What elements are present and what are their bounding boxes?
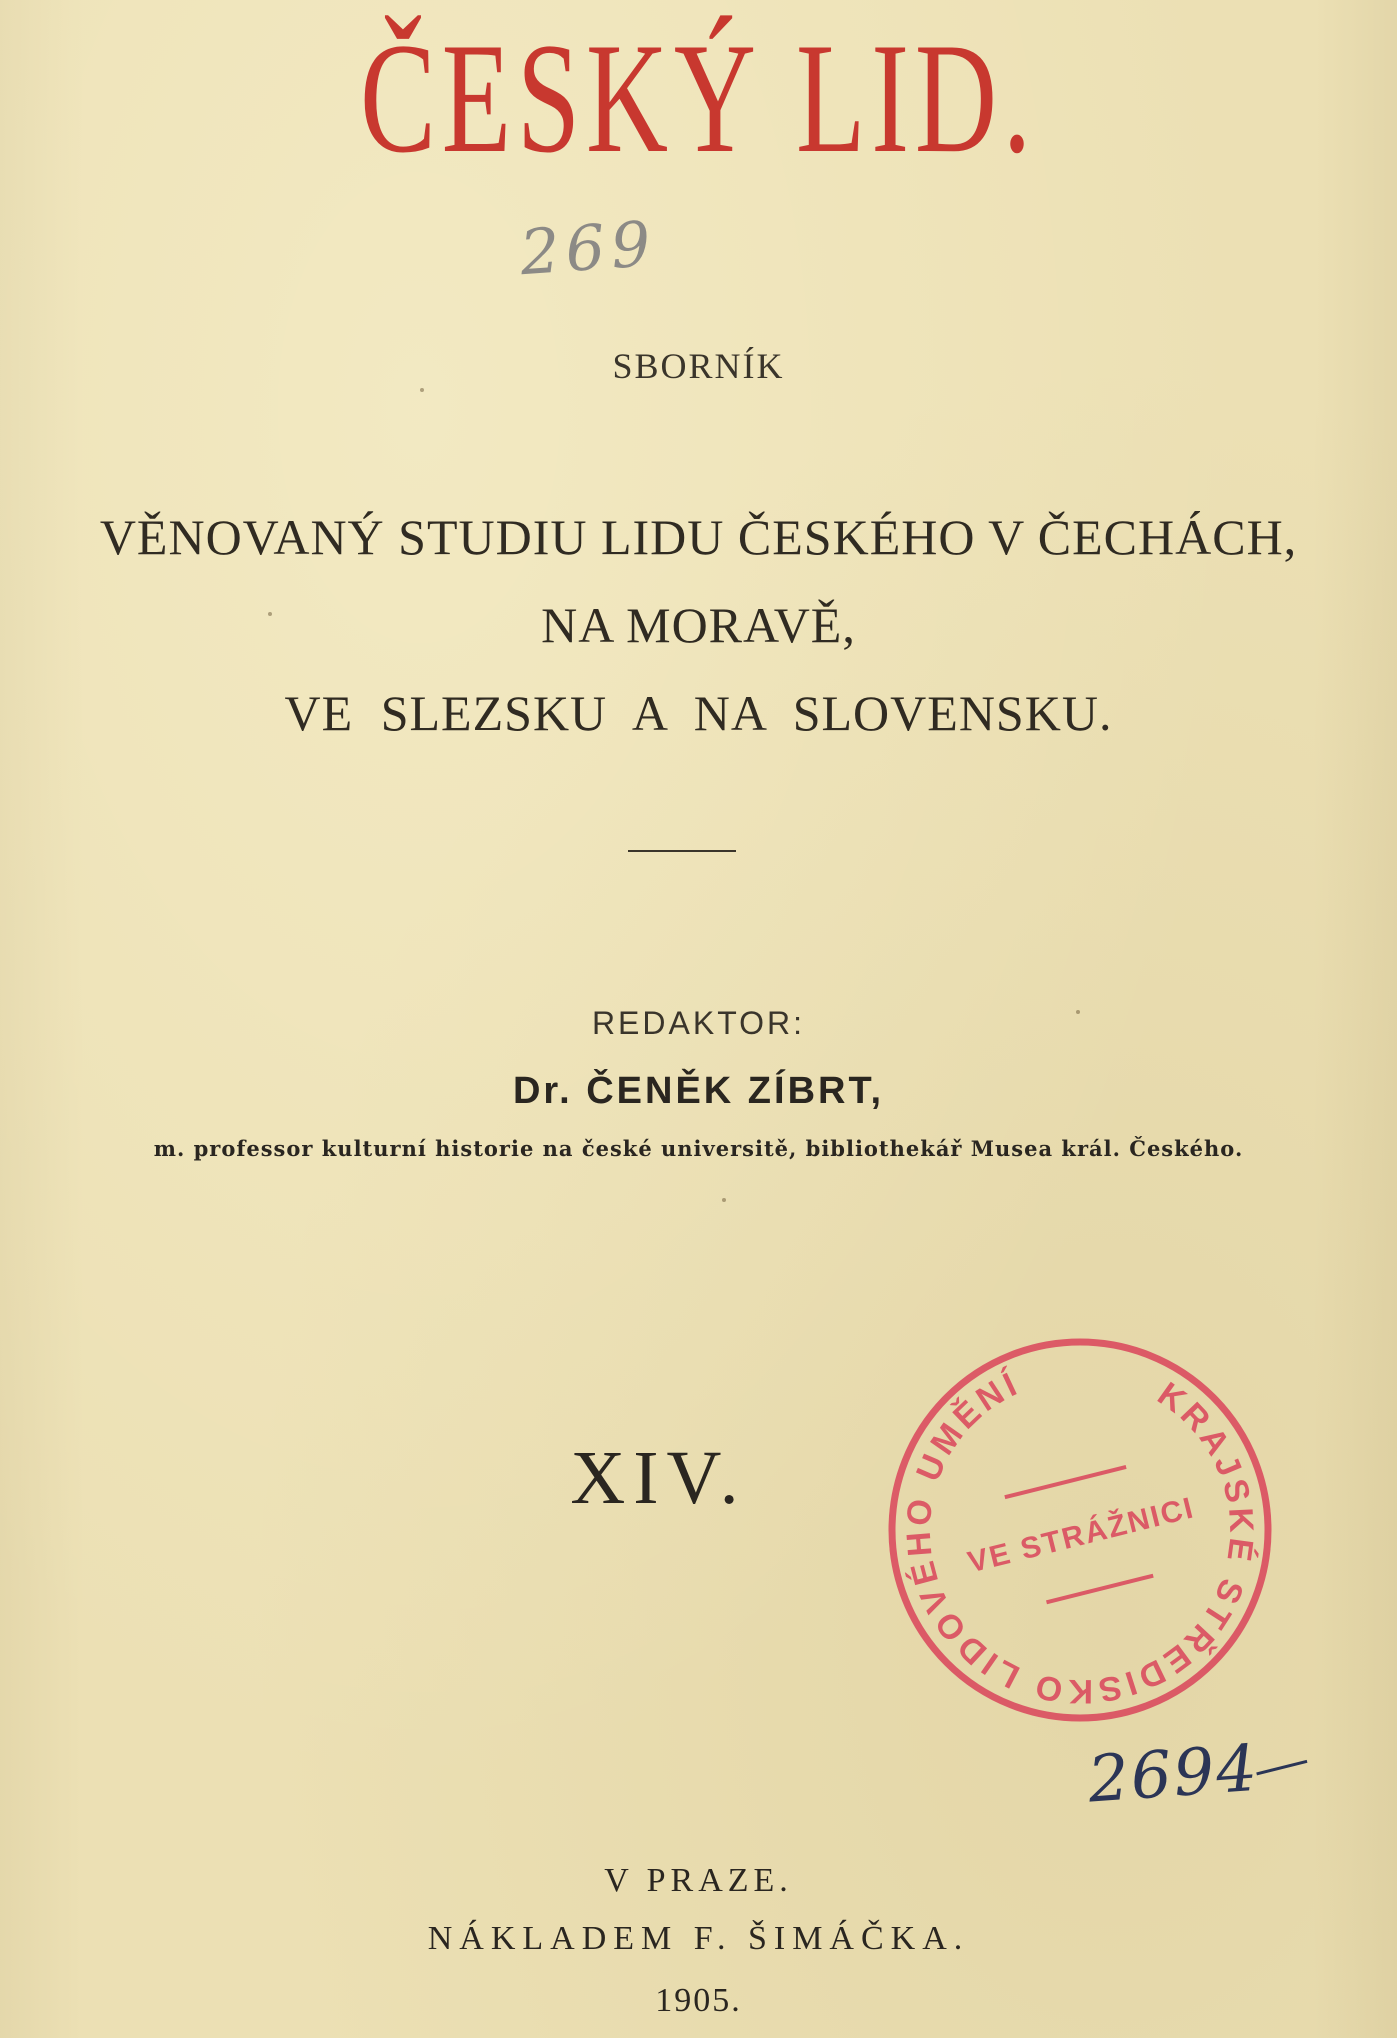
stamp-outer-text: KRAJSKÉ STŘEDISKO LIDOVÉHO UMĚNÍ xyxy=(899,1364,1261,1711)
imprint-year: 1905. xyxy=(655,1982,742,2019)
library-stamp xyxy=(880,1330,1280,1730)
stamp-center xyxy=(955,1453,1208,1618)
paper-speck xyxy=(722,1198,726,1202)
handwritten-underline-stroke xyxy=(1256,1760,1307,1775)
handwritten-ink-number xyxy=(1086,1728,1311,1817)
subtitle-line-2: NA MORAVĚ, xyxy=(541,597,856,653)
handwritten-pencil-number: 269 xyxy=(517,206,659,290)
handwritten-ink-number-text: 2694 xyxy=(1085,1731,1262,1818)
editor-label: REDAKTOR: xyxy=(591,1005,806,1041)
subtitle-line-1: VĚNOVANÝ STUDIU LIDU ČESKÉHO V ČECHÁCH, xyxy=(99,509,1298,565)
volume-number: XIV. xyxy=(570,1436,747,1520)
main-title: ČESKÝ LID. xyxy=(360,11,1037,186)
subtitle-line-3: VE SLEZSKU A NA SLOVENSKU. xyxy=(284,685,1113,741)
paper-speck xyxy=(420,388,424,392)
editor-name: Dr. ČENĚK ZÍBRT, xyxy=(512,1070,885,1112)
stamp-inner-text: VE STRÁŽNICI xyxy=(964,1491,1199,1580)
collection-label: SBORNÍK xyxy=(612,346,785,386)
separator-rule xyxy=(628,850,736,852)
imprint-city: V PRAZE. xyxy=(604,1862,793,1899)
paper-speck xyxy=(1076,1010,1080,1014)
paper-speck xyxy=(268,612,272,616)
editor-title: m. professor kulturní historie na české universitě, bibliothekář Musea král. Českého. xyxy=(153,1136,1244,1161)
imprint-publisher: NÁKLADEM F. ŠIMÁČKA. xyxy=(427,1920,970,1957)
